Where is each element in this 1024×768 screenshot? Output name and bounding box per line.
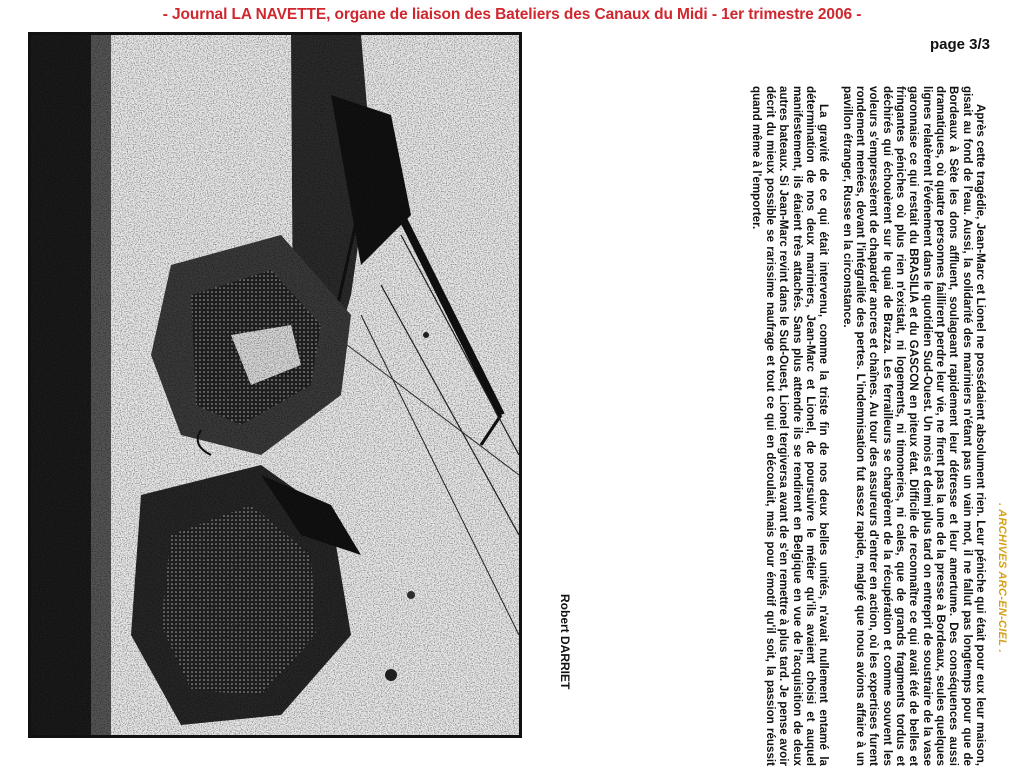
article-paragraph-2: La gravité de ce qui était intervenu, comme la triste fin de nos deux belles unités, n'avait nullement entamé la détermination de nos deux mariniers, Jean-Marc et Lionel, de poursuivre le métier qu'ils avaient choisi et auquel manifestement, ils étaient très attachés. Sans plus attendre ils se rendirent en Belgique en vue de l'acquisition de deux autres bateaux. Si Jean-Marc revint dans le Sud-Ouest, Lionel tergiversa avant de s'en remettre à plus tard. Je pense avoir décrit du mieux possible se rarissime naufrage et tout ce qui en découlait, mais pour émotif qu'il soit, la passion réussit quand même à l'emporter. <box>750 86 831 766</box>
photo-illustration <box>31 35 519 735</box>
page-number: page 3/3 <box>929 36 990 53</box>
shipwreck-photo <box>28 32 522 738</box>
author-signature: Robert DARRIET <box>558 594 572 690</box>
article-body <box>587 86 987 766</box>
archives-credit: . ARCHIVES ARC-EN-CIEL . <box>996 503 1008 653</box>
journal-header: - Journal LA NAVETTE, organe de liaison des Bateliers des Canaux du Midi - 1er trimestre 2006 - <box>162 6 862 23</box>
article-paragraph-1: Après cette tragédie, Jean-Marc et Lionel ne possédaient absolument rien. Leur péniche qui était pour eux leur maison, gisait au fond de l'eau. Aussi, la solidarité des mariniers n'étant pas un vain mot, il ne fallut pas longtemps pour que de Bordeaux à Sète les dons affluent, soulageant rapidement leur détresse et leur amertume. Des conséquences aussi dramatiques, où quatre personnes faillirent perdre leur vie, ne firent pas la une de la presse à Bordeaux, seules quelques lignes relatèrent l'événement dans le quotidien Sud-Ouest. Un mois et demi plus tard on entreprit de soustraire de la vase garonnaise ce qui restait du BRASILIA et du GASCON en piteux état. Difficile de reconnaître ce qui avait été de belles et fringantes péniches où plus rien n'existait, ni logements, ni timoneries, ni cales, que de grands fragments tordus et déchirés qui échouèrent sur le quai de Brazza. Les ferrailleurs se chargèrent de la récupération et comme souvent les voleurs s'empressèrent de chaparder ancres et chaînes. Au tour des assureurs d'entrer en action, où les expertises furent rondement menées, devant l'intégralité des pertes. L'indemnisation fut assez rapide, malgré que nous avions affaire à un pavillon étranger, Russe en la circonstance. <box>840 86 987 766</box>
